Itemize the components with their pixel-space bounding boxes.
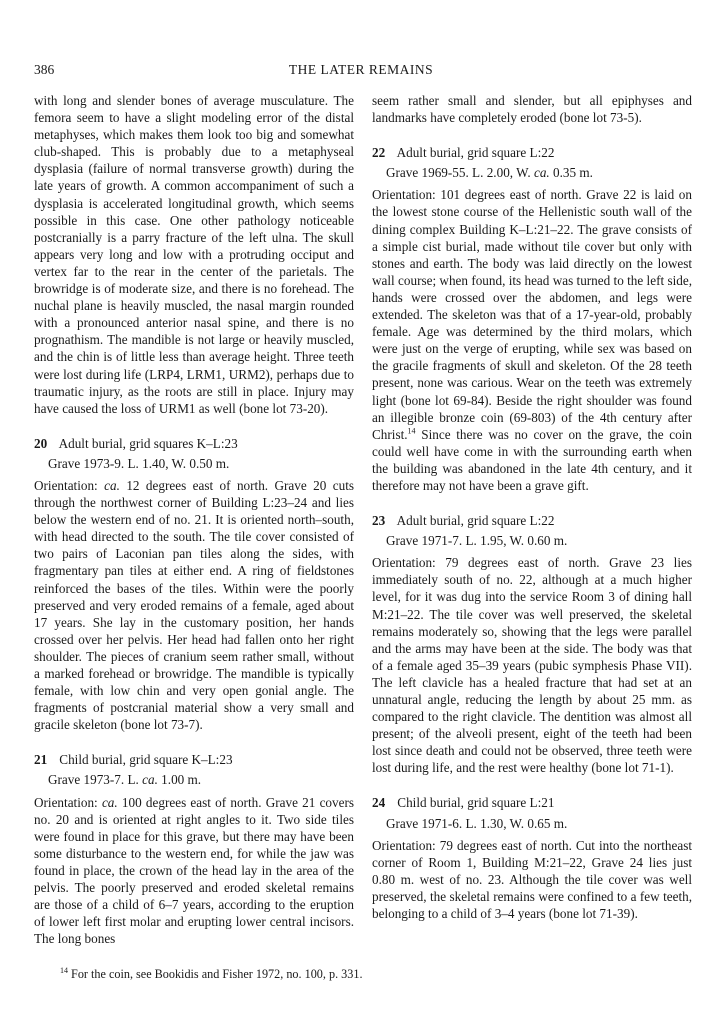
running-head: THE LATER REMAINS xyxy=(288,62,434,77)
grave-meta-text: Grave 1969-55. L. 2.00, W. xyxy=(386,165,534,181)
grave-measurements xyxy=(372,164,692,181)
footnote-reference[interactable]: 14 xyxy=(407,426,416,436)
grave-measurements xyxy=(34,771,354,788)
entry-description xyxy=(34,477,354,733)
burial-entry-23 xyxy=(372,512,692,776)
entry-title: Adult burial, grid squares K–L:23 xyxy=(58,435,238,451)
burial-entry-21 xyxy=(34,751,354,947)
entry-heading xyxy=(34,751,354,768)
entry-number: 24 xyxy=(372,795,386,811)
entry-title: Child burial, grid square K–L:23 xyxy=(59,752,233,768)
desc-body: 100 degrees east of north. Grave 21 covers no. 20 and is oriented at right angles to it. Two side tiles were found in place for this grave, but there may have been some disturbance to the western end, for while the jaw was found in place, the crown of the head lay in the area of the pelvis. The poorly preserved and eroded skeletal remains are those of a child of 6–7 years, according to the eruption of lower left first molar and erupting lower central incisors. The long bones xyxy=(34,794,354,947)
entry-heading xyxy=(372,512,692,529)
grave-meta-suffix: 0.35 m. xyxy=(549,165,593,181)
entry-title: Adult burial, grid square L:22 xyxy=(396,145,555,161)
entry-description: Orientation: 79 degrees east of north. Cut into the northeast corner of Room 1, Building M:21–22, Grave 24 lies just 0.80 m. west of no. 23. Although the tile cover was well preserved, the skeletal remains were confined to a few teeth, belonging to a child of 3–4 years (bone lot 71-39). xyxy=(372,837,692,922)
grave-measurements: Grave 1971-6. L. 1.30, W. 0.65 m. xyxy=(386,815,568,831)
desc-ca: ca. xyxy=(101,794,118,810)
desc-part2: Since there was no cover on the grave, the coin could well have come in with the surrounding earth when the building was abandoned in the late 4th century, and it therefore may not have been a grave gift. xyxy=(372,426,692,493)
intro-paragraph: with long and slender bones of average musculature. The femora seem to have a slight modeling error of the distal metaphyses, which makes them look too big and somewhat club-shaped. This is probably due to a metaphyseal dysplasia (failure of normal transverse growth) during the late years of growth. A common accompaniment of such a dysplasia is accelerated longitudinal growth, which seems possible in this case. One other pathology noticeable postcranially is a parry fracture of the left ulna. The skull appears very long and low with a protruding occiput and vertex far to the rear in the center of the parietals. The browridge is of moderate size, and there is no forehead. The nuchal plane is heavily muscled, the nasal margin rounded with a pronounced anterior nasal spine, and there is no prognathism. The mandible is not large or heavily muscled, and the chin is of little less than average height. Three teeth were lost during life (LRP4, LRM1, URM2), perhaps due to traumatic injury, as the roots are still in place. Injury may have caused the loss of URM1 as well (bone lot 73-20). xyxy=(34,93,354,416)
left-column xyxy=(34,92,354,947)
grave-meta-suffix: 1.00 m. xyxy=(157,772,202,788)
grave-measurements xyxy=(34,455,354,472)
footnote-text: For the coin, see Bookidis and Fisher 1972, no. 100, p. 331. xyxy=(71,967,363,981)
desc-body: 12 degrees east of north. Grave 20 cuts through the northwest corner of Building L:23–24 and lies below the western end of no. 21. It is oriented north–south, with head directed to the south. The tile cover consisted of two pairs of Laconian pan tiles along the sides, with fragmentary pan tiles at either end. A ring of fieldstones reinforced the bases of the tiles. Within were the poorly preserved and very eroded remains of a female, aged about 17 years. She lay in the customary position, her hands crossed over her pelvis. Her head had fallen onto her right shoulder. The pieces of cranium seem rather small, without a marked forehead or browridge. The mandible is typically female, with low chin and very open gonial angle. The fragments of postcranial material show a very small and gracile skeleton (bone lot 73-7). xyxy=(34,477,354,733)
entry-heading xyxy=(372,794,692,811)
desc-lead: Orientation: xyxy=(34,794,102,810)
desc-ca: ca. xyxy=(104,477,120,493)
burial-entry-22 xyxy=(372,144,692,494)
entry-heading xyxy=(372,144,692,161)
grave-measurements: Grave 1971-7. L. 1.95, W. 0.60 m. xyxy=(386,533,568,549)
entry-description xyxy=(34,794,354,948)
entry-number: 21 xyxy=(34,752,48,768)
entry-description xyxy=(372,186,692,494)
page-number: 386 xyxy=(34,62,55,77)
grave-meta-ca: ca. xyxy=(533,165,550,181)
footnote xyxy=(60,966,363,982)
entry-title: Child burial, grid square L:21 xyxy=(397,795,555,811)
grave-meta-ca: ca. xyxy=(142,772,158,788)
entry-title: Adult burial, grid square L:22 xyxy=(396,513,555,529)
desc-lead: Orientation: xyxy=(34,477,105,493)
entry-number: 20 xyxy=(34,435,48,451)
grave-meta-text: Grave 1973-9. L. 1.40, W. 0.50 m. xyxy=(48,455,230,471)
entry-description: Orientation: 79 degrees east of north. Grave 23 lies immediately south of no. 22, although at a much higher level, for it was dug into the service Room 3 of dining hall M:21–22. The tile cover was well preserved, the skeletal remains moderately so, showing that the legs were parallel and the arms may have been at the side. The body was that of a female aged 35–39 years (pubic symphesis Phase VII). The left clavicle has a healed fracture that had set at an unnatural angle, reducing the length by about 25 mm. as compared to the right clavicle. The dentition was almost all present; of the alveoli present, eight of the teeth had been lost since death and could not be observed, three teeth were lost during life, and the rest were healthy (bone lot 71-1). xyxy=(372,555,692,776)
continuation-paragraph: seem rather small and slender, but all epiphyses and landmarks have completely eroded (bone lot 73-5). xyxy=(372,93,692,126)
desc-part1: Orientation: 101 degrees east of north. Grave 22 is laid on the lowest stone course of the Hellenistic south wall of the dining complex Building K–L:21–22. The grave consists of a simple cist burial, made without tile cover but only with stones and earth. The body was laid directly on the lowest wall course; when found, its head was turned to the left side, hands were crossed over the abdomen, and legs were extended. The skeleton was that of a 17-year-old, probably female. Age was determined by the third molars, which were just on the verge of erupting, while sex was based on the gracile fragments of skull and skeleton. Of the 28 teeth present, none was carious. Wear on the teeth was extremely light (bone lot 69-84). Beside the right shoulder was found an illegible bronze coin (69-803) of the 4th century after Christ. xyxy=(372,187,692,442)
burial-entry-24 xyxy=(372,794,692,922)
footnote-marker: 14 xyxy=(60,965,68,975)
grave-meta-text: Grave 1973-7. L. xyxy=(48,772,143,788)
entry-number: 22 xyxy=(372,145,386,161)
entry-heading xyxy=(34,435,354,452)
entry-number: 23 xyxy=(372,513,386,529)
right-column xyxy=(372,92,692,922)
burial-entry-20 xyxy=(34,435,354,734)
